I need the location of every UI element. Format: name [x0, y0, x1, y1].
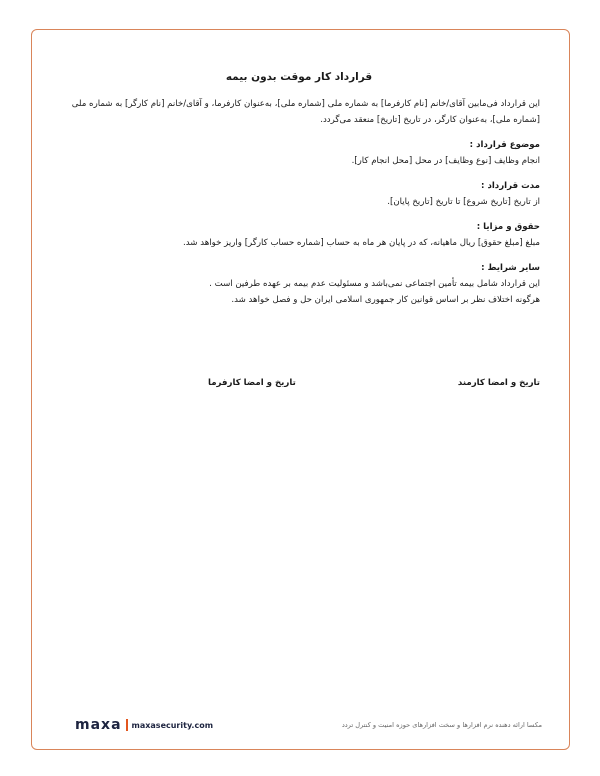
- section-other-terms: [58, 260, 540, 308]
- section-heading: مدت قرارداد :: [481, 181, 540, 191]
- section-text: این قرارداد شامل بیمه تأمین اجتماعی نمی‌باشد و مسئولیت عدم بیمه بر عهده طرفین است .: [209, 279, 540, 289]
- section-duration: [58, 178, 540, 210]
- brand-wordmark: maxa: [75, 717, 122, 733]
- document-body: [58, 70, 540, 308]
- employee-signature-label: تاریخ و امضا کارمند: [457, 378, 540, 388]
- footer-tagline: مکسا ارائه دهنده نرم افزارها و سخت افزارهای حوزه امنیت و کنترل تردد: [341, 721, 542, 729]
- section-heading: حقوق و مزایا :: [476, 222, 540, 232]
- section-salary: [58, 219, 540, 251]
- intro-paragraph: این قرارداد فی‌مابین آقای/خانم [نام کارفرما] به شماره ملی [شماره ملی]، به‌عنوان کارفرما، و آقای/خانم [نام کارگر] به شماره ملی [شماره ملی]، به‌عنوان کارگر، در تاریخ [تاریخ] منعقد می‌گردد.: [71, 99, 540, 125]
- document-title: قرارداد کار موقت بدون بیمه: [225, 71, 373, 83]
- section-text: از تاریخ [تاریخ شروع] تا تاریخ [تاریخ پایان].: [387, 197, 540, 207]
- section-subject: [58, 137, 540, 169]
- employer-signature-label: تاریخ و امضا کارفرما: [208, 378, 296, 388]
- section-text: مبلغ [مبلغ حقوق] ریال ماهیانه، که در پایان هر ماه به حساب [شماره حساب کارگر] واریز خواهد شد.: [183, 238, 540, 248]
- section-text: انجام وظایف [نوع وظایف] در محل [محل انجام کار].: [351, 156, 540, 166]
- section-heading: موضوع قرارداد :: [469, 140, 540, 150]
- section-heading: سایر شرایط :: [481, 263, 540, 273]
- brand-separator: [126, 719, 128, 731]
- section-text: هرگونه اختلاف نظر بر اساس قوانین کار جمهوری اسلامی ایران حل و فصل خواهد شد.: [231, 295, 540, 305]
- website-link[interactable]: maxasecurity.com: [131, 720, 214, 730]
- brand-logo: [75, 717, 213, 733]
